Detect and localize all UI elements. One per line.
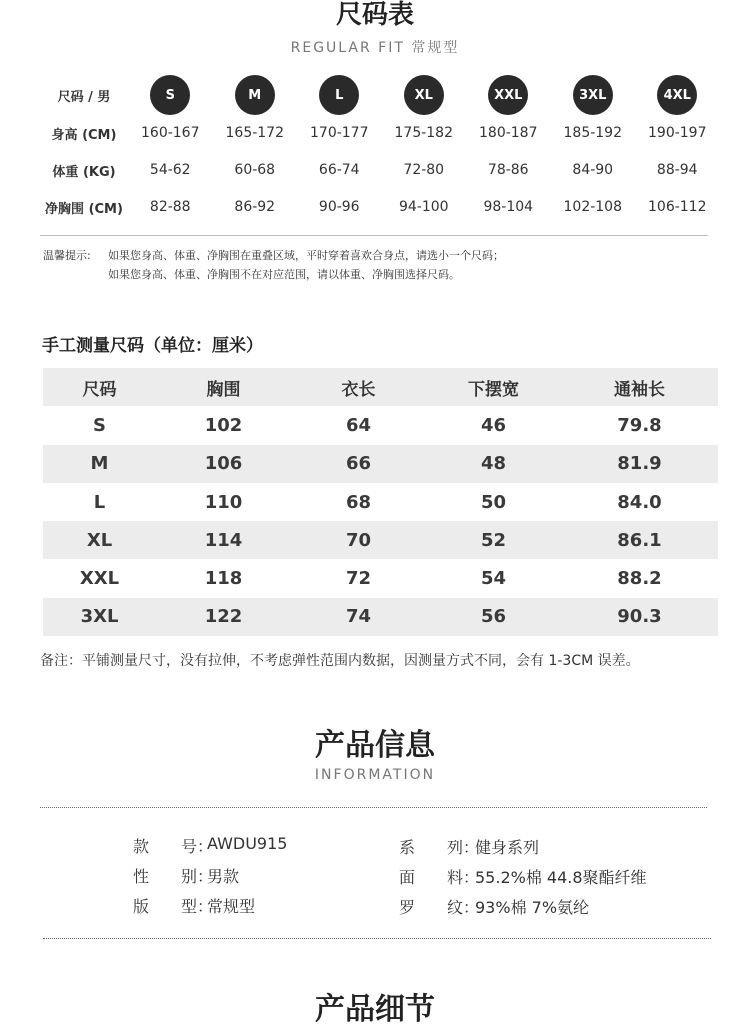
- info-series: [399, 835, 539, 858]
- table-cell: 66: [345, 453, 372, 475]
- table-cell: XL: [86, 529, 113, 551]
- size-header-label: 尺码 / 男: [57, 89, 111, 105]
- table-row: [43, 598, 718, 636]
- height-row: [40, 115, 720, 151]
- table-cell: 110: [204, 491, 243, 513]
- measure-title: 手工测量尺码（单位：厘米）: [42, 336, 263, 356]
- size-badge: 3XL: [573, 75, 613, 115]
- row-value: 88-94: [656, 162, 698, 178]
- table-cell: 52: [480, 529, 507, 551]
- table-row: [43, 483, 718, 521]
- info-value: 男款: [207, 867, 240, 886]
- table-row: [43, 521, 718, 559]
- row-value: 54-62: [149, 162, 191, 178]
- size-badge-cell: [466, 75, 551, 115]
- row-value: 180-187: [479, 125, 538, 141]
- table-header: 下摆宽: [468, 379, 519, 400]
- chest-row: [40, 189, 720, 225]
- info-gender: [133, 864, 239, 887]
- row-value: 82-88: [149, 199, 191, 215]
- table-cell: 88.2: [617, 568, 662, 590]
- size-badge: XL: [404, 75, 444, 115]
- table-cell: L: [93, 491, 106, 513]
- table-header-row: [43, 368, 718, 406]
- row-value: 90-96: [318, 199, 360, 215]
- info-fabric: [399, 865, 647, 888]
- table-cell: 54: [480, 568, 507, 590]
- table-cell: 86.1: [617, 529, 662, 551]
- row-value: 86-92: [234, 199, 276, 215]
- info-top-divider: [40, 807, 707, 808]
- table-cell: 118: [204, 568, 243, 590]
- size-badge: 4XL: [657, 75, 697, 115]
- tip-line-2: 如果您身高、体重、净胸围不在对应范围，请以体重、净胸围选择尺码。: [108, 268, 460, 281]
- row-value: 170-177: [310, 125, 369, 141]
- row-label: 身高 (CM): [51, 127, 117, 143]
- table-cell: M: [90, 453, 109, 475]
- table-cell: S: [93, 414, 106, 436]
- table-cell: 70: [345, 529, 372, 551]
- table-header: 衣长: [341, 379, 376, 400]
- product-info-title: 产品信息: [315, 728, 435, 763]
- info-key: 系 列：: [399, 838, 480, 857]
- row-value: 60-68: [234, 162, 276, 178]
- row-value: 84-90: [572, 162, 614, 178]
- table-cell: 50: [480, 491, 507, 513]
- table-row: [43, 445, 718, 483]
- info-fit: [133, 894, 255, 917]
- row-value: 106-112: [648, 199, 707, 215]
- row-value: 185-192: [563, 125, 622, 141]
- next-section-title: 产品细节: [315, 992, 435, 1027]
- size-badge-cell: [297, 75, 382, 115]
- row-value: 94-100: [398, 199, 449, 215]
- size-badge-cell: [128, 75, 213, 115]
- size-badge: XXL: [488, 75, 528, 115]
- table-cell: 79.8: [617, 414, 662, 436]
- info-bottom-divider: [43, 938, 711, 939]
- table-cell: 81.9: [617, 453, 662, 475]
- info-rib: [399, 895, 589, 918]
- info-value: 93%棉 7%氨纶: [475, 898, 590, 917]
- size-badge: L: [319, 75, 359, 115]
- info-key: 性 别：: [133, 867, 214, 886]
- info-key: 款 号：: [133, 837, 214, 856]
- table-cell: 72: [345, 568, 372, 590]
- size-badge-cell: [213, 75, 298, 115]
- table-cell: 114: [204, 529, 243, 551]
- info-value: 55.2%棉 44.8聚酯纤维: [475, 868, 647, 887]
- size-badge-cell: [635, 75, 720, 115]
- weight-row: [40, 152, 720, 188]
- size-header-row: [40, 75, 720, 115]
- measure-table: [43, 368, 718, 636]
- row-label: 体重 (KG): [52, 164, 116, 180]
- table-header: 尺码: [82, 379, 117, 400]
- row-value: 175-182: [394, 125, 453, 141]
- info-key: 罗 纹：: [399, 898, 480, 917]
- measure-remark: 备注：平铺测量尺寸，没有拉伸，不考虑弹性范围内数据，因测量方式不同，会有 1-3CM 误差。: [40, 653, 640, 669]
- row-value: 98-104: [483, 199, 534, 215]
- info-key: 版 型：: [133, 897, 214, 916]
- size-badge: S: [150, 75, 190, 115]
- table-cell: 90.3: [617, 606, 662, 628]
- table-cell: 84.0: [617, 491, 662, 513]
- info-value: 健身系列: [475, 838, 540, 857]
- table-cell: 64: [345, 414, 372, 436]
- info-style-number: [133, 834, 287, 857]
- info-value: AWDU915: [207, 834, 288, 853]
- table-row: [43, 406, 718, 444]
- size-badge-cell: [382, 75, 467, 115]
- table-cell: XXL: [79, 568, 120, 590]
- product-info-subtitle: INFORMATION: [314, 767, 436, 783]
- table-cell: 102: [204, 414, 243, 436]
- table-cell: 74: [345, 606, 372, 628]
- table-cell: 68: [345, 491, 372, 513]
- info-value: 常规型: [207, 897, 256, 916]
- row-label: 净胸围 (CM): [45, 201, 123, 217]
- table-cell: 3XL: [80, 606, 119, 628]
- size-chart-divider: [40, 235, 708, 236]
- table-header: 胸围: [206, 379, 241, 400]
- table-cell: 46: [480, 414, 507, 436]
- size-chart-title: 尺码表: [335, 0, 414, 30]
- table-cell: 122: [204, 606, 243, 628]
- size-badge: M: [235, 75, 275, 115]
- tip-label: 温馨提示:: [43, 249, 91, 262]
- row-value: 102-108: [563, 199, 622, 215]
- table-cell: 106: [204, 453, 243, 475]
- row-value: 72-80: [403, 162, 445, 178]
- table-header: 通袖长: [614, 379, 665, 400]
- table-cell: 56: [480, 606, 507, 628]
- row-value: 165-172: [225, 125, 284, 141]
- table-row: [43, 559, 718, 597]
- row-value: 66-74: [318, 162, 360, 178]
- row-value: 190-197: [648, 125, 707, 141]
- info-key: 面 料：: [399, 868, 480, 887]
- tip-line-1: 如果您身高、体重、净胸围在重叠区域，平时穿着喜欢合身点，请选小一个尺码；: [108, 249, 504, 262]
- row-value: 78-86: [487, 162, 529, 178]
- table-cell: 48: [480, 453, 507, 475]
- row-value: 160-167: [141, 125, 200, 141]
- size-chart-subtitle: REGULAR FIT 常规型: [290, 40, 460, 56]
- size-badge-cell: [551, 75, 636, 115]
